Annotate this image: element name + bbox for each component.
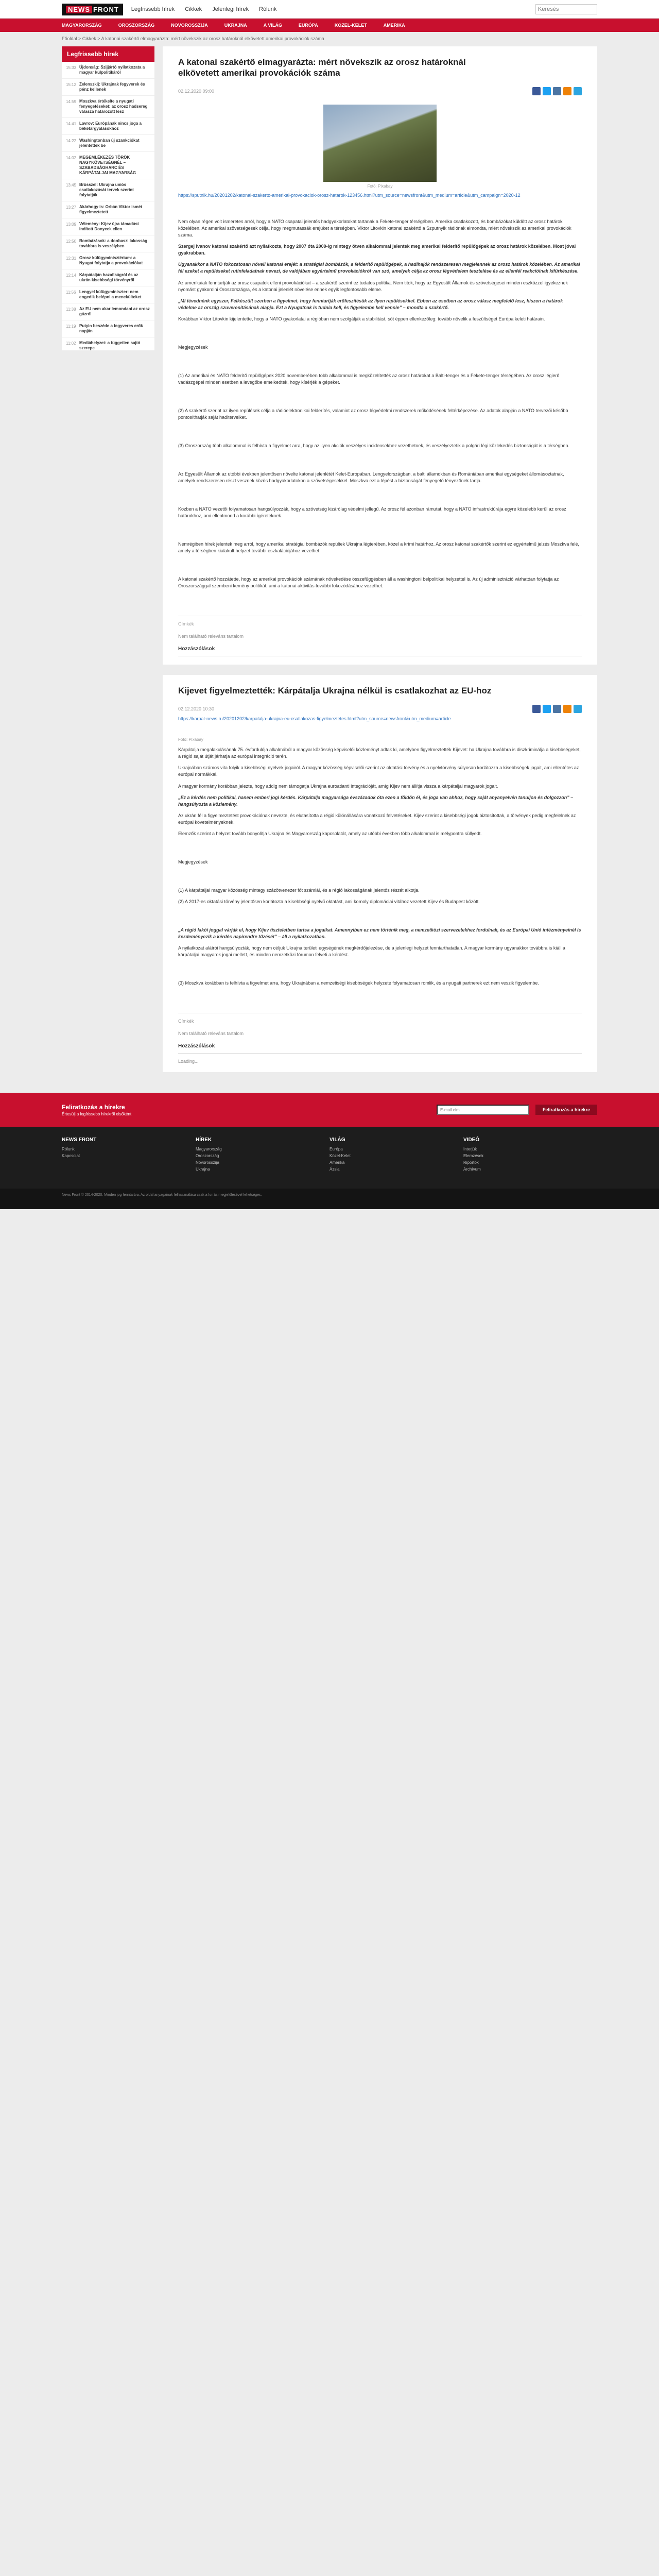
- tags-section: Címkék: [178, 1013, 582, 1024]
- subscribe-text: Értesülj a legfrissebb hírekről elsőként: [62, 1111, 132, 1116]
- image-caption: Fotó: Pixabay: [367, 183, 393, 189]
- article-paragraph: A magyar kormány korábban jelezte, hogy addig nem támogatja Ukrajna euroatlanti integrációját, amíg Kijev nem állítja vissza a kárpátaljai magyarok jogait.: [178, 783, 498, 789]
- news-title[interactable]: Putyin beszéde a fegyveres erők napján: [79, 324, 143, 333]
- footer-column-title: VIDEÓ: [463, 1137, 480, 1143]
- article-paragraph: Az Egyesült Államok az utóbbi években jelentősen növelte katonai jelenlétét Kelet-Európában. Lengyelországban, a balti államokban és Romániában amerikai egységeket állomásoztatnak, amelyek rendszeresen részt vesznek közös hadgyakorlatokon a szövetségesekkel. Moszkva ezt a lépést a biztonságát fenyegető tényezőnek tartja.: [178, 471, 564, 484]
- sidebar-news-item[interactable]: [62, 118, 154, 135]
- footer-column: [463, 1137, 597, 1174]
- subscribe-title: Feliratkozás a hírekre: [62, 1103, 125, 1111]
- article-1: [163, 46, 597, 665]
- footer-column: [62, 1137, 196, 1174]
- news-title[interactable]: Orosz külügyminisztérium: a Nyugat folytatja a provokációkat: [79, 256, 143, 265]
- article-paragraph: Ugyanakkor a NATO fokozatosan növeli katonai erejét: a stratégiai bombázók, a felderítő repülőgépek, a hadihajók rendszeresen megjelennek az orosz határok közelében. Az amerikai fél ezeket a repüléseket rutinfeladatnak nevezi, de valójában egyértelmű provokációkról van szó, amelyek célja az orosz légvédelem tesztelése és az ellenfél reakcióinak kifürkészése.: [178, 262, 580, 274]
- sidebar-news-list: [62, 62, 154, 350]
- news-title[interactable]: Mediáhelyzet: a független sajtó szerepe: [79, 341, 141, 350]
- sidebar-news-item[interactable]: [62, 96, 154, 118]
- article-paragraph: Korábban Viktor Litovkin kijelentette, hogy a NATO gyakorlatai a régióban nem szolgálják a stabilitást, sőt éppen ellenkezőleg: tovább növelik a feszültséget Európa keleti határain.: [178, 316, 545, 321]
- subscribe-bar: [0, 1093, 659, 1127]
- news-title[interactable]: Újdonság: Szijjártó nyilatkozata a magyar külpolitikáról: [79, 65, 145, 75]
- news-title[interactable]: Lengyel külügyminiszter: nem engedik belépni a menekülteket: [79, 290, 142, 299]
- article-paragraph: Közben a NATO vezetői folyamatosan hangsúlyozzák, hogy a szövetség kizárólag védelmi jellegű. Az orosz fél azonban rámutat, hogy a NATO infrastruktúrája egyre közelebb kerül az orosz határokhoz, ami ellentmond a korábbi ígéreteknek.: [178, 506, 566, 519]
- news-title[interactable]: Az EU nem akar lemondani az orosz gázról: [79, 307, 150, 316]
- top-links: [131, 6, 287, 12]
- news-time: 13:45: [66, 183, 77, 188]
- facebook-icon[interactable]: [532, 705, 541, 713]
- news-time: 11:19: [66, 324, 76, 329]
- source-link[interactable]: https://sputnik.hu/20201202/katonai-szakerto-amerikai-provokaciok-orosz-hatarok-123456.html?utm_source=newsfront&utm_medium=article&utm_campaign=2020-12: [178, 192, 521, 198]
- nav-item-middle-east[interactable]: KÖZEL-KELET: [334, 23, 367, 28]
- top-link-current[interactable]: Jelenlegi hírek: [212, 6, 249, 12]
- news-time: 11:56: [66, 290, 76, 295]
- news-time: 14:41: [66, 122, 77, 126]
- news-time: 15:12: [66, 82, 77, 87]
- nav-item-world[interactable]: A VILÁG: [263, 23, 282, 28]
- article-meta: [178, 705, 582, 713]
- footer-column-title: NEWS FRONT: [62, 1137, 97, 1143]
- news-time: 13:09: [66, 222, 77, 227]
- footer-link[interactable]: Amerika: [330, 1160, 345, 1165]
- nav-item-novorossiya[interactable]: NOVOROSSZIJA: [171, 23, 208, 28]
- article-paragraph: A nyilatkozat aláírói hangsúlyozták, hogy nem céljuk Ukrajna területi egységének megkérdőjelezése, de a jelenlegi helyzet fenntarthatatlan. A magyar kormány ugyanakkor továbbra is kiáll a kárpátaljai magyarok jogai mellett, és minden nemzetközi fórumon felveti a kérdést.: [178, 945, 565, 958]
- sidebar-news-item[interactable]: [62, 320, 154, 337]
- notes-heading: Megjegyzések: [178, 344, 208, 350]
- nav-item-america[interactable]: AMERIKA: [383, 23, 405, 28]
- news-title[interactable]: Washingtonban új szankciókat jelentettek be: [79, 138, 140, 148]
- news-title[interactable]: Moszkva értékelte a nyugati fenyegetéseket: az orosz hadsereg válasza határozott lesz: [79, 99, 148, 114]
- main-content: [163, 46, 597, 1082]
- comments-heading: Hozzászólások: [178, 1043, 582, 1054]
- footer-bottom: [0, 1189, 659, 1209]
- sidebar-news-item[interactable]: [62, 179, 154, 201]
- twitter-icon[interactable]: [543, 87, 551, 95]
- footer-link[interactable]: Archívum: [463, 1167, 481, 1172]
- footer-column: [196, 1137, 330, 1174]
- footer-link[interactable]: Elemzések: [463, 1154, 484, 1159]
- copyright: News Front © 2014-2020. Minden jog fenntartva. Az oldal anyagainak felhasználása csak a forrás megjelölésével lehetséges.: [62, 1193, 262, 1197]
- sidebar-news-item[interactable]: [62, 337, 154, 350]
- sidebar-news-item[interactable]: [62, 235, 154, 252]
- tags-section: Címkék: [178, 616, 582, 626]
- news-time: 14:22: [66, 139, 77, 143]
- main-nav: [0, 19, 659, 32]
- article-date: 02.12.2020 10:30: [178, 706, 215, 711]
- nav-item-russia[interactable]: OROSZORSZÁG: [118, 23, 155, 28]
- news-time: 12:31: [66, 256, 77, 261]
- facebook-icon[interactable]: [532, 87, 541, 95]
- footer-link[interactable]: Riportok: [463, 1160, 479, 1165]
- top-link-latest[interactable]: Legfrissebb hírek: [131, 6, 175, 12]
- article-quote: „Ez a kérdés nem politikai, hanem emberi jogi kérdés. Kárpátalja magyarsága évszázadok óta ezen a földön él, és joga van ahhoz, hogy saját anyanyelvén tanuljon és dolgozzon” – hangsúlyozta a közlemény.: [178, 794, 574, 807]
- sidebar-news-item[interactable]: [62, 303, 154, 320]
- article-quote: „Mi tévednénk egyszer, Felkészült szerben a figyelmet, hogy fenntartják erőfeszítésük az ilyen repülésekkel. Ebben az esetben az orosz válasz megfelelő lesz, hiszen a határok védelme az ország szuverenitásának alapja. Ezt a Nyugatnak is tudnia kell, és figyelembe kell vennie” – mondta a szakértő.: [178, 298, 563, 310]
- sidebar-news-item[interactable]: [62, 79, 154, 96]
- sidebar-news-item[interactable]: [62, 62, 154, 79]
- article-paragraph: Nemrégiben hírek jelentek meg arról, hogy amerikai stratégiai bombázók repültek Ukrajna légterében, közel a krími határhoz. Az orosz katonai szakértők szerint ez egyértelmű jelzés Moszkva felé, amely a térségben kialakult helyzet további eszkalációjához vezethet.: [178, 541, 579, 554]
- sidebar-news-item[interactable]: [62, 252, 154, 269]
- ok-icon[interactable]: [563, 87, 571, 95]
- share-buttons: [532, 705, 582, 713]
- news-time: 14:02: [66, 156, 77, 160]
- news-title[interactable]: MEGEMLÉKEZÉS TÖRÖK NAGYKÖVETSÉGNÉL – SZABADSÁGHARC ÉS KÁRPÁTALJAI MAGYARSÁG: [79, 155, 136, 175]
- article-paragraph: (2) A 2017-es oktatási törvény jelentősen korlátozta a kisebbségi nyelvű oktatást, ami komoly diplomáciai vitához vezetett Kijev és Budapest között.: [178, 899, 480, 904]
- article-paragraph: (3) Oroszország több alkalommal is felhívta a figyelmet arra, hogy az ilyen akciók veszélyes incidensekhez vezethetnek, és veszélyeztetik a polgári légi közlekedés biztonságát is a térségben.: [178, 443, 569, 448]
- top-link-about[interactable]: Rólunk: [259, 6, 277, 12]
- news-time: 13:27: [66, 205, 77, 210]
- footer-column-title: HÍREK: [196, 1137, 212, 1143]
- ok-icon[interactable]: [563, 705, 571, 713]
- footer-link[interactable]: Ukrajna: [196, 1167, 210, 1172]
- article-title: Kijevet figyelmeztették: Kárpátalja Ukrajna nélkül is csatlakozhat az EU-hoz: [178, 686, 492, 696]
- vk-icon[interactable]: [553, 705, 561, 713]
- sidebar-news-item[interactable]: [62, 152, 154, 179]
- footer-link[interactable]: Novorosszija: [196, 1160, 219, 1165]
- article-paragraph: Elemzők szerint a helyzet tovább bonyolítja Ukrajna és Magyarország kapcsolatát, amely az utóbbi években több alkalommal is mélypontra süllyedt.: [178, 831, 482, 836]
- footer-link[interactable]: Kapcsolat: [62, 1154, 80, 1159]
- news-title[interactable]: Zelenszkij: Ukrajnak fegyverek és pénz kellenek: [79, 82, 145, 92]
- telegram-icon[interactable]: [574, 705, 582, 713]
- article-paragraph: Az amerikaiak fenntartják az orosz csapatok elleni provokációkat – a szakértő szerint ez tudatos politika. Nem titok, hogy az Egyesült Államok és szövetségesei minden eszközzel igyekeznek nyomást gyakorolni Oroszországra, és a katonai jelenlét növelése ennek egyik legfontosabb eleme.: [178, 280, 568, 292]
- news-time: 15:33: [66, 65, 77, 70]
- footer-link[interactable]: Európa: [330, 1147, 343, 1152]
- sidebar-title: Legfrissebb hírek: [62, 46, 154, 62]
- footer-link[interactable]: Magyarország: [196, 1147, 222, 1152]
- footer: [0, 1127, 659, 1189]
- news-title[interactable]: Vélemény: Kijev újra támadást indított Donyeck ellen: [79, 222, 139, 231]
- article-meta: [178, 87, 582, 95]
- news-time: 12:14: [66, 273, 77, 278]
- article-paragraph: Kárpátalja megalakulásának 75. évfordulója alkalmából a magyar közösség képviselői közleményt adtak ki, amelyben figyelmeztették Kijevet: ha Ukrajna továbbra is diszkriminálja a kisebbségeket, a régió saját útját járhatja az európai integráció terén.: [178, 747, 581, 759]
- site-logo[interactable]: NEWS FRONT: [62, 4, 123, 15]
- article-image: [323, 105, 437, 182]
- article-paragraph: (3) Moszkva korábban is felhívta a figyelmet arra, hogy Ukrajnában a nemzetiségi kisebbségek helyzete folyamatosan romlik, és a nyugati partnerek ezt nem veszik figyelembe.: [178, 980, 539, 986]
- sidebar-news-item[interactable]: [62, 135, 154, 152]
- source-link[interactable]: https://karpat-news.ru/20201202/karpatalja-ukrajna-eu-csatlakozas-figyelmeztetes.html?utm_source=newsfront&utm_medium=article: [178, 716, 451, 721]
- top-link-articles[interactable]: Cikkek: [185, 6, 202, 12]
- notes-heading: Megjegyzések: [178, 859, 208, 865]
- footer-link[interactable]: Interjúk: [463, 1147, 477, 1152]
- footer-link[interactable]: Ázsia: [330, 1167, 340, 1172]
- news-title[interactable]: Brüsszel: Ukrajna uniós csatlakozását tervek szerint folytatják: [79, 182, 134, 197]
- news-title[interactable]: Kárpátalján hazafiságról és az ukrán kisebbségi törvényről: [79, 273, 138, 282]
- related-empty: Nem található releváns tartalom: [178, 634, 244, 639]
- share-buttons: [532, 87, 582, 95]
- news-title[interactable]: Bombázások: a donbaszi lakosság továbbra is veszélyben: [79, 239, 148, 248]
- nav-item-ukraine[interactable]: UKRAJNA: [224, 23, 247, 28]
- article-paragraph: (1) Az amerikai és NATO felderítő repülőgépek 2020 novemberében több alkalommal is megközelítették az orosz határokat a Balti-tenger és a Fekete-tenger térségében. Az orosz légierő vadászgépei minden esetben a levegőbe emelkedtek, hogy kísérjék a gépeket.: [178, 372, 560, 385]
- sidebar-news-item[interactable]: [62, 201, 154, 218]
- twitter-icon[interactable]: [543, 705, 551, 713]
- news-title[interactable]: Akárhogy is: Orbán Viktor ismét figyelmeztetett: [79, 205, 143, 214]
- article-paragraph: A katonai szakértő hozzátette, hogy az amerikai provokációk számának növekedése összefüggésben áll a washingtoni belpolitikai helyzettel is. Az új adminisztráció várhatóan folytatja az Oroszországgal szembeni kemény politikát, ami a katonai aktivitás további fokozódásához vezethet.: [178, 577, 559, 589]
- article-paragraph: Szergej Ivanov katonai szakértő azt nyilatkozta, hogy 2007 óta 2009-ig mintegy ötven alkalommal jelentek meg amerikai felderítő repülőgépek az orosz határok közelében. Most jóval gyakrabban.: [178, 244, 576, 256]
- loading-indicator: Loading...: [178, 1059, 199, 1064]
- news-time: 12:50: [66, 239, 77, 244]
- article-paragraph: (2) A szakértő szerint az ilyen repülések célja a rádióelektronikai felderítés, valamint az orosz légvédelmi rendszerek működésének feltérképezése. Az adatok alapján a NATO tervezői később pontosíthatják saját haditerveiket.: [178, 408, 568, 420]
- footer-link[interactable]: Közel-Kelet: [330, 1154, 351, 1159]
- news-time: 11:38: [66, 307, 76, 312]
- article-2: [163, 675, 597, 1072]
- footer-column: [330, 1137, 463, 1174]
- search-input[interactable]: [535, 4, 597, 14]
- article-title: A katonai szakértő elmagyarázta: mért növekszik az orosz határoknál elkövetett amerikai provokációk száma: [178, 57, 466, 78]
- subscribe-button[interactable]: Feliratkozás a hírekre: [535, 1105, 597, 1115]
- sidebar-news-item[interactable]: [62, 286, 154, 303]
- nav-item-europe[interactable]: EURÓPA: [298, 23, 318, 28]
- news-time: 14:59: [66, 99, 77, 104]
- news-time: 11:02: [66, 341, 76, 346]
- news-title[interactable]: Lavrov: Európának nincs joga a béketárgyalásokhoz: [79, 121, 142, 131]
- article-quote: „A régió lakói joggal várják el, hogy Kijev tiszteletben tartsa a jogaikat. Amennyiben ez nem történik meg, a nemzetközi szervezetekhez fordulnak, és az Európai Unió intézményeinél is kezdeményezik a kérdés napirendre tűzését” – áll a nyilatkozatban.: [178, 927, 581, 939]
- footer-link[interactable]: Oroszország: [196, 1154, 219, 1159]
- footer-column-title: VILÁG: [330, 1137, 345, 1143]
- comments-heading: Hozzászólások: [178, 646, 582, 656]
- top-bar: [0, 0, 659, 19]
- breadcrumb[interactable]: Főoldal > Cikkek > A katonai szakértő elmagyarázta: mért növekszik az orosz határoknál elkövetett amerikai provokációk száma: [62, 36, 324, 41]
- telegram-icon[interactable]: [574, 87, 582, 95]
- article-paragraph: Nem olyan régen volt ismeretes arról, hogy a NATO csapatai jelentős hadgyakorlatokat tartanak a Fekete-tenger térségében. Amerika csatlakozott, és bombázókat küldött az orosz határok közelében. Az amerikai szövetségesek célja, hogy megmutassák erejüket a térségben. Viktor Litovkin katonai szakértő a Szputnyik rádiónak elmondta, miért növekszik az amerikai provokációk száma.: [178, 219, 571, 238]
- article-paragraph: (1) A kárpátaljai magyar közösség mintegy százötvenezer főt számlál, és a régió lakosságának jelentős részét alkotja.: [178, 887, 420, 893]
- article-paragraph: Ukrajnában számos vita folyik a kisebbségi nyelvek jogairól. A magyar közösség képviselői szerint az oktatási törvény és a nyelvtörvény súlyosan korlátozza a kisebbségek jogait, ami ellentétes az európai normákkal.: [178, 765, 579, 777]
- nav-item-hungary[interactable]: MAGYARORSZÁG: [62, 23, 102, 28]
- vk-icon[interactable]: [553, 87, 561, 95]
- related-empty: Nem található releváns tartalom: [178, 1031, 244, 1037]
- sidebar-news-item[interactable]: [62, 269, 154, 286]
- footer-link[interactable]: Rólunk: [62, 1147, 75, 1152]
- sidebar-news-item[interactable]: [62, 218, 154, 235]
- sidebar: [62, 46, 154, 1082]
- article-date: 02.12.2020 09:00: [178, 88, 215, 94]
- article-paragraph: Az ukrán fél a figyelmeztetést provokációnak nevezte, és elutasította a régió különállására vonatkozó felvetéseket. Kijev szerint a kisebbségi jogok biztosítottak, a törvények pedig megfelelnek az európai követelményeknek.: [178, 812, 576, 825]
- email-field[interactable]: [437, 1105, 529, 1115]
- image-caption: Fotó: Pixabay: [178, 737, 203, 742]
